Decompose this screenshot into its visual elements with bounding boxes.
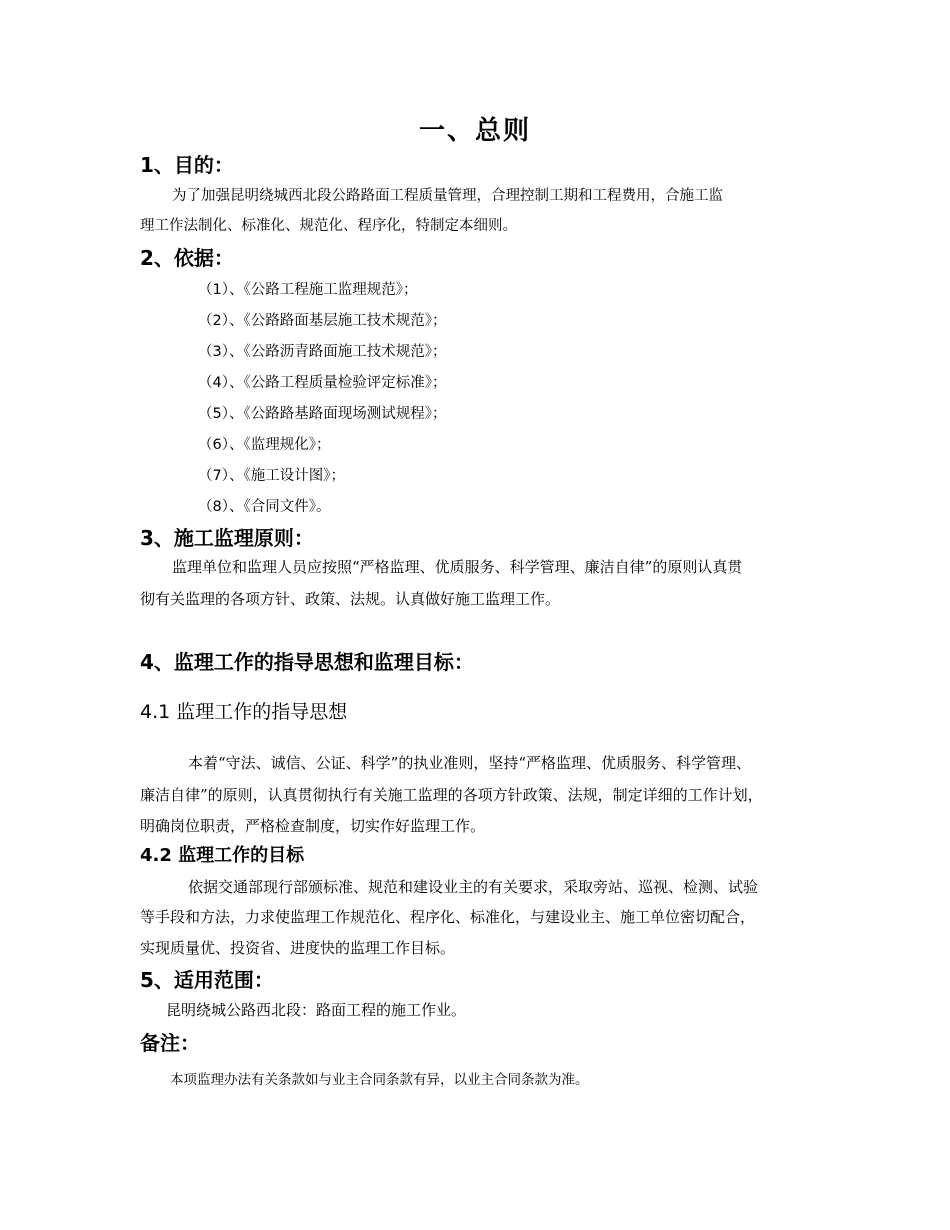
note-line-1: 本项监理办法有关条款如与业主合同条款有异，以业主合同条款为准。 [170, 1072, 589, 1088]
reference-item-4: （4）、《公路工程质量检验评定标准》； [198, 375, 447, 391]
reference-item-3: （3）、《公路沥青路面施工技术规范》； [198, 344, 447, 360]
section-3-line-1: 监理单位和监理人员应按照“严格监理、优质服务、科学管理、廉洁自律”的原则认真贯 [172, 558, 743, 576]
section-4-2-line-3: 实现质量优、投资省、进度快的监理工作目标。 [140, 939, 456, 957]
section-4-2-line-2: 等手段和方法，力求使监理工作规范化、程序化、标准化，与建设业主、施工单位密切配合， [140, 908, 756, 926]
section-1-line-2: 理工作法制化、标准化、规范化、程序化，特制定本细则。 [140, 218, 517, 234]
reference-item-7: （7）、《施工设计图》； [198, 468, 345, 484]
section-3-heading: 3、施工监理原则： [140, 526, 314, 550]
section-4-heading: 4、监理工作的指导思想和监理目标： [140, 650, 474, 674]
note-heading: 备注： [140, 1031, 200, 1055]
section-5-heading: 5、适用范围： [140, 968, 274, 992]
section-5-line-1: 昆明绕城公路西北段：路面工程的施工作业。 [166, 1001, 467, 1019]
section-1-heading: 1、目的： [140, 153, 234, 177]
reference-item-6: （6）、《监理规化》； [198, 437, 331, 453]
section-3-line-2: 彻有关监理的各项方针、政策、法规。认真做好施工监理工作。 [140, 590, 561, 608]
section-4-2-heading: 4.2 监理工作的目标 [140, 845, 305, 866]
section-4-1-line-2: 廉洁自律”的原则，认真贯彻执行有关施工监理的各项方针政策、法规，制定详细的工作计划， [140, 786, 763, 804]
section-4-1-line-1: 本着“守法、诚信、公证、科学”的执业准则，坚持“严格监理、优质服务、科学管理、 [188, 754, 752, 772]
section-4-2-line-1: 依据交通部现行部颁标准、规范和建设业主的有关要求，采取旁站、巡视、检测、试验 [188, 878, 759, 896]
section-4-1-heading: 4.1 监理工作的指导思想 [140, 701, 348, 723]
reference-item-8: （8）、《合同文件》。 [198, 499, 331, 515]
reference-item-5: （5）、《公路路基路面现场测试规程》； [198, 406, 447, 422]
section-1-line-1: 为了加强昆明绕城西北段公路路面工程质量管理，合理控制工期和工程费用，合施工监 [172, 188, 723, 204]
reference-item-1: （1）、《公路工程施工监理规范》； [198, 282, 418, 298]
reference-item-2: （2）、《公路路面基层施工技术规范》； [198, 313, 447, 329]
section-2-heading: 2、依据： [140, 246, 234, 270]
page-title: 一、总则 [418, 116, 531, 146]
section-4-1-line-3: 明确岗位职责，严格检查制度，切实作好监理工作。 [140, 817, 486, 835]
